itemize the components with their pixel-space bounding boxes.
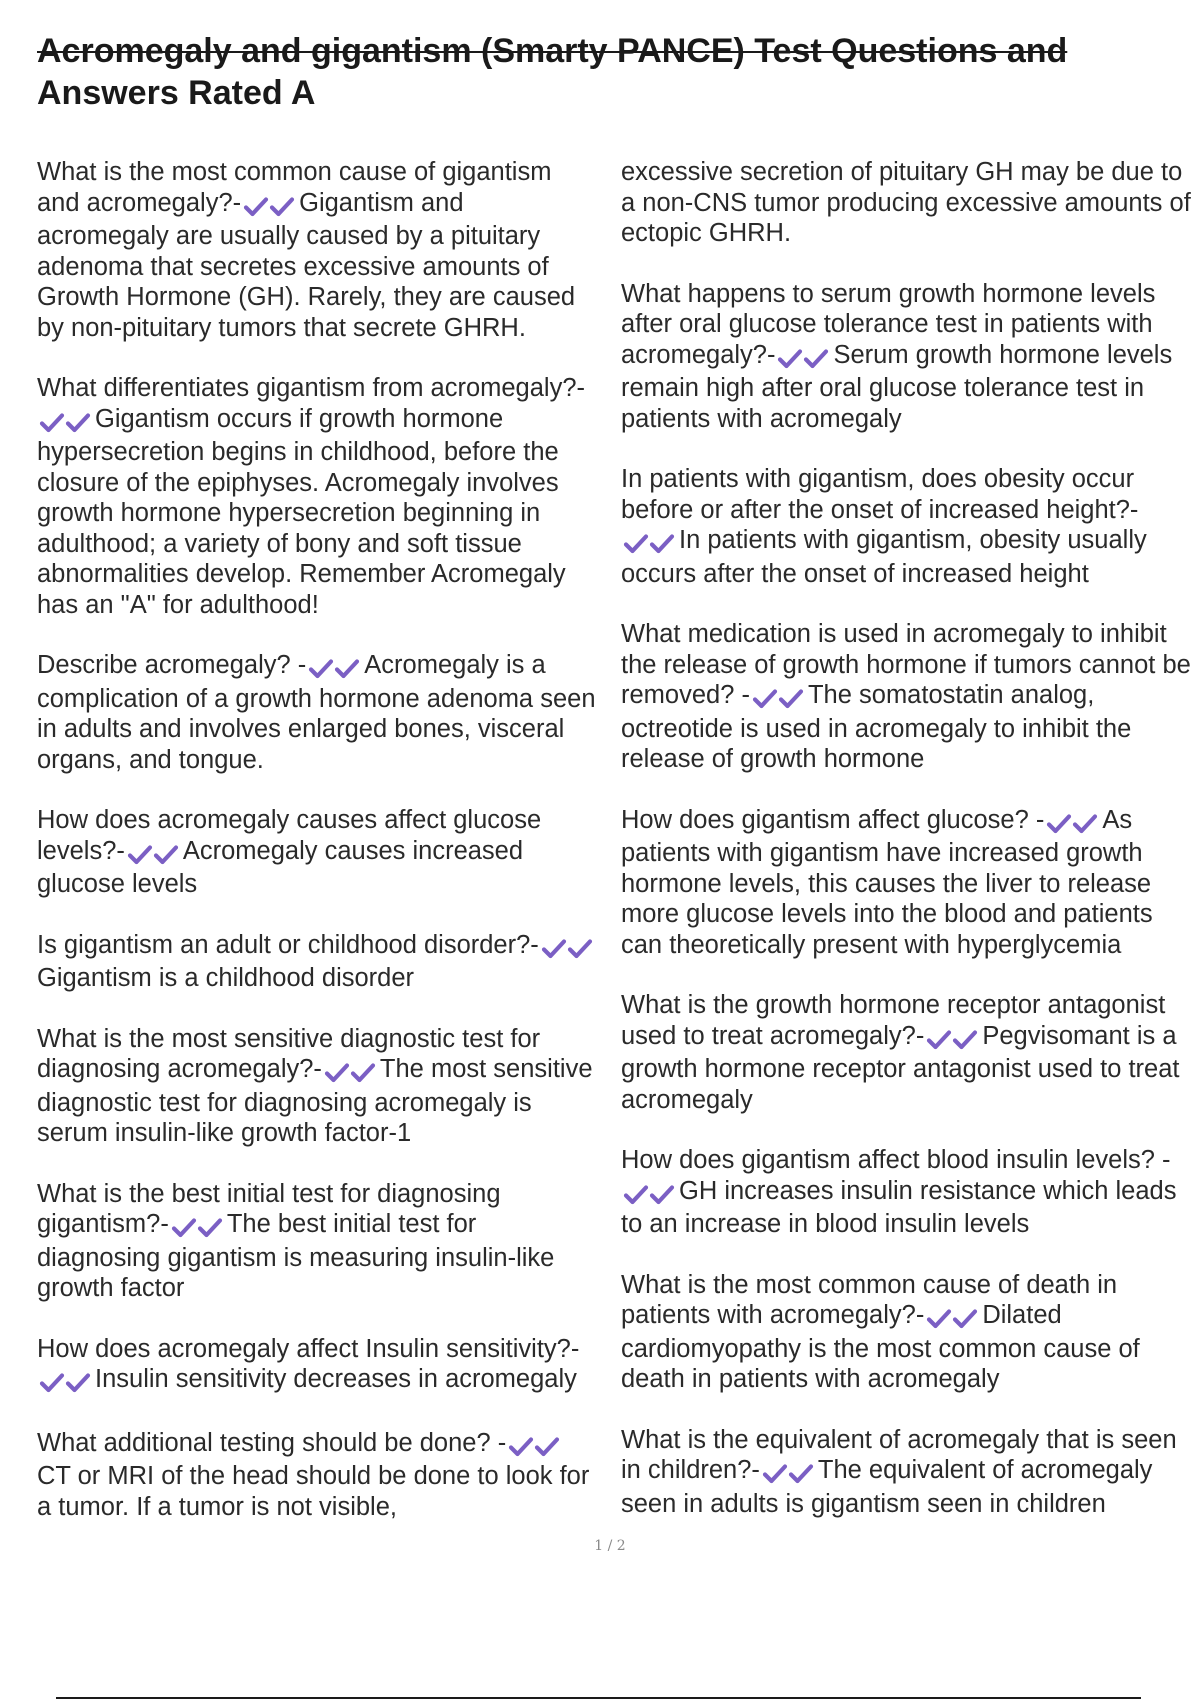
footer-rule [56,1697,1141,1699]
question-text: What is the most common cause of gigantism and acromegaly?- [37,158,552,217]
answer-text: The equivalent of acromegaly seen in adults is gigantism seen in children [621,1456,1153,1518]
answer-text: The most sensitive diagnostic test for diagnosing acromegaly is serum insulin-like growth factor-1 [37,1055,593,1147]
double-checkmark-icon [127,839,179,870]
answer-text: Gigantism is a childhood disorder [37,964,415,992]
qa-item [37,1024,597,1149]
double-checkmark-icon [623,528,675,559]
double-checkmark-icon [39,1367,91,1398]
question-text: What is the most sensitive diagnostic test for diagnosing acromegaly?- [37,1024,541,1083]
double-checkmark-icon [926,1303,978,1334]
qa-item [37,930,597,994]
answer-text: Pegvisomant is a growth hormone receptor antagonist used to treat acromegaly [621,1021,1180,1114]
qa-item [37,373,597,620]
question-text: What medication is used in acromegaly to inhibit the release of growth hormone if tumors cannot be removed? - [621,620,1191,709]
answer-text: CT or MRI of the head should be done to look for a tumor. If a tumor is not visible, [37,1462,590,1521]
double-checkmark-icon [926,1024,978,1055]
qa-item [621,619,1191,775]
question-text: How does acromegaly causes affect glucose levels?- [37,806,542,865]
question-text: What is the most common cause of death in patients with acromegaly?- [621,1270,1118,1329]
qa-item [621,1270,1191,1395]
qa-item [37,805,597,900]
answer-text: Acromegaly causes increased glucose levels [37,836,524,898]
qa-item [37,1179,597,1304]
qa-item [621,805,1191,961]
question-text: What differentiates gigantism from acromegaly?- [37,374,586,402]
answer-text: Dilated cardiomyopathy is the most common cause of death in patients with acromegaly [621,1301,1140,1393]
qa-item [621,990,1191,1115]
double-checkmark-icon [762,1458,814,1489]
answer-text: The best initial test for diagnosing gigantism is measuring insulin-like growth factor [37,1210,555,1302]
question-text: Is gigantism an adult or childhood disorder?- [37,930,539,959]
question-text: In patients with gigantism, does obesity occur before or after the onset of increased height?- [621,465,1139,524]
double-checkmark-icon [324,1057,376,1088]
qa-item [37,1428,597,1523]
answer-text: In patients with gigantism, obesity usually occurs after the onset of increased height [621,526,1147,588]
answer-text: Serum growth hormone levels remain high after oral glucose tolerance test in patients with acromegaly [621,340,1173,433]
question-text: What additional testing should be done? - [37,1428,507,1457]
double-checkmark-icon [508,1431,560,1462]
double-checkmark-icon [1046,808,1098,839]
continuation-paragraph: excessive secretion of pituitary GH may be due to a non-CNS tumor producing excessive amounts of ectopic GHRH. [621,158,1191,247]
qa-item [621,1425,1191,1520]
double-checkmark-icon [623,1179,675,1210]
question-text: Describe acromegaly? - [37,651,307,679]
qa-item [621,279,1191,435]
question-text: What is the equivalent of acromegaly that is seen in children?- [621,1425,1177,1484]
qa-item [621,1145,1191,1240]
qa-item [621,464,1191,589]
right-column [621,157,1191,1549]
answer-text: The somatostatin analog, octreotide is used in acromegaly to inhibit the release of growth hormone [621,681,1132,773]
left-column [37,157,597,1552]
answer-text: Insulin sensitivity decreases in acromegaly [95,1365,577,1393]
answer-text: Gigantism and acromegaly are usually caused by a pituitary adenoma that secretes excessive amounts of Growth Hormone (GH). Rarely, they are caused by non-pituitary tumors that secrete GHRH. [37,188,576,342]
double-checkmark-icon [777,343,829,374]
answer-text: As patients with gigantism have increased growth hormone levels, this causes the liver to release more glucose levels into the blood and patients can theoretically present with hyperglycemia [621,805,1153,959]
question-text: What is the best initial test for diagnosing gigantism?- [37,1179,501,1238]
double-checkmark-icon [39,407,91,438]
answer-text: GH increases insulin resistance which leads to an increase in blood insulin levels [621,1176,1177,1238]
double-checkmark-icon [308,653,360,684]
double-checkmark-icon [243,191,295,222]
page-number: 1 / 2 [594,1538,626,1554]
title-rest-text: Answers Rated A [37,74,316,112]
question-text: How does acromegaly affect Insulin sensitivity?- [37,1334,580,1363]
qa-item [37,650,597,775]
question-text: How does gigantism affect blood insulin levels? - [621,1146,1171,1174]
qa-item [37,157,597,343]
double-checkmark-icon [541,933,593,964]
question-text: What happens to serum growth hormone levels after oral glucose tolerance test in patients with acromegaly?- [621,279,1156,369]
question-text: How does gigantism affect glucose? - [621,805,1045,834]
answer-text: Acromegaly is a complication of a growth hormone adenoma seen in adults and involves enlarged bones, visceral organs, and tongue. [37,651,596,774]
question-text: What is the growth hormone receptor antagonist used to treat acromegaly?- [621,991,1166,1050]
double-checkmark-icon [752,683,804,714]
qa-item [37,1334,597,1398]
double-checkmark-icon [171,1212,223,1243]
answer-text: Gigantism occurs if growth hormone hypersecretion begins in childhood, before the closure of the epiphyses. Acromegaly involves growth hormone hypersecretion beginning in adulthood; a variety of bony and soft tissue abnormalities develop. Remember Acromegaly has an "A" for adulthood! [37,404,566,619]
document-title [37,30,1157,114]
title-struck-text: Acromegaly and gigantism (Smarty PANCE) Test Questions and [37,32,1068,70]
